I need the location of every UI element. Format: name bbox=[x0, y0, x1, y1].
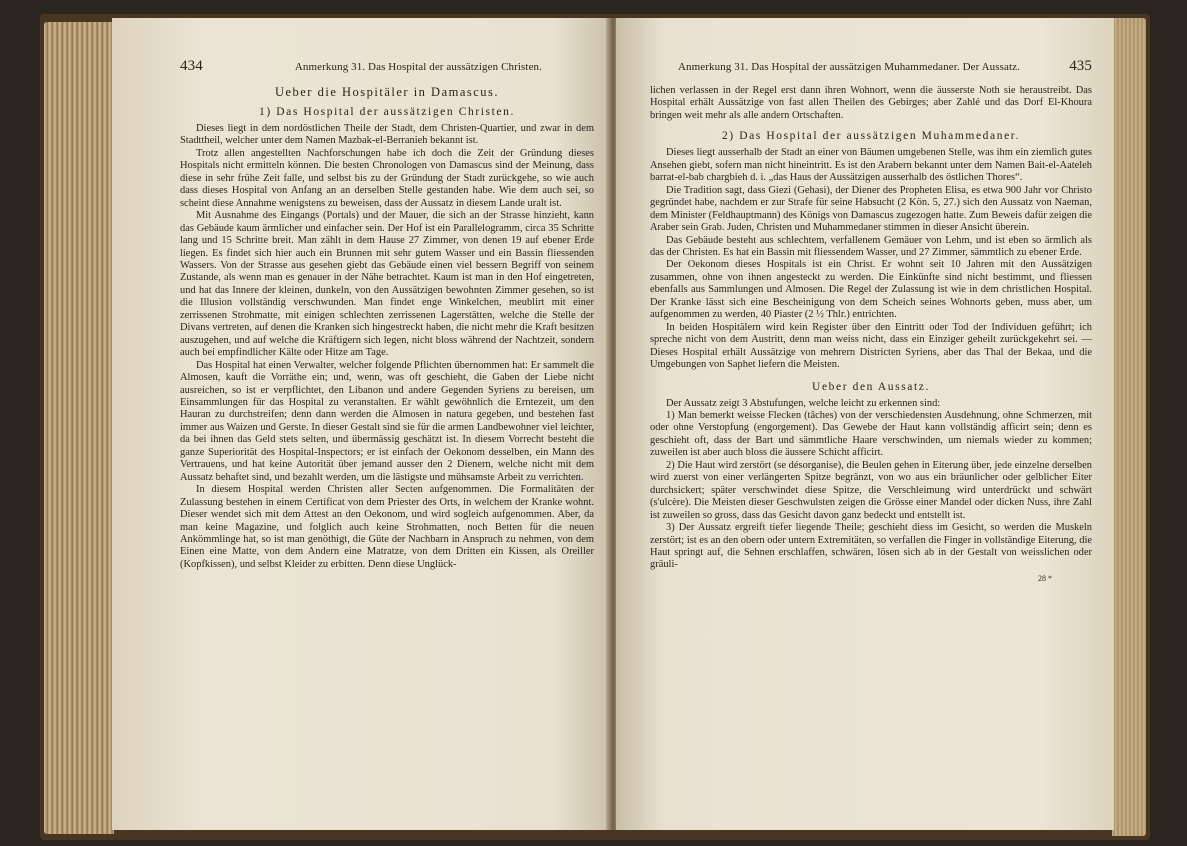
paragraph: 2) Die Haut wird zerstört (se désorganise), die Beulen gehen in Eiterung über, jede einzelne derselben wird zuerst von einer verlängerten Spitze begränzt, von wo aus ein bräunlicher oder gelblicher Eiter durchsickert; später verschwindet diese Spitze, die Verschleimung wird unterdrückt und schwärt (s'ulcère). Die Meisten dieser Geschwulsten zeigen die Grösse einer Mandel oder dicken Nuss, ihre Zahl ist zuweilen so gross, dass das Gesicht davon ganz bedeckt und entstellt ist. bbox=[650, 459, 1092, 521]
paragraph: Das Gebäude besteht aus schlechtem, verfallenem Gemäuer von Lehm, und ist eben so ärmlich als das der Christen. Es hat ein Bassin mit fliessendem Wasser, und 27 Zimmer, sämmtlich zu ebener Erde. bbox=[650, 234, 1092, 258]
running-head-right bbox=[650, 58, 1092, 75]
paragraph: Dieses liegt ausserhalb der Stadt an einer von Bäumen umgebenen Stelle, was ihm ein ziemlich gutes Ansehen giebt, sofern man nicht hineintritt. Es ist den Arabern bekannt unter dem Namen Bait-el-Aateleh barrat-el-bab chargbieh d. i. „das Haus der Aussätzigen ausserhalb des östlichen Thores“. bbox=[650, 147, 1092, 184]
paragraph: In beiden Hospitälern wird kein Register über den Eintritt oder Tod der Individuen geführt; ich spreche nicht von dem Austritt, denn man weiss nicht, dass ein Einziger geheilt zurückgekehrt sei. — Dieses Hospital erhält Aussätzige von mehrern Districten Syriens, aber das Thal der Bekaa, und die Umgebungen von Saphet liefern die Meisten. bbox=[650, 321, 1092, 371]
section-heading-christians: 1) Das Hospital der aussätzigen Christen. bbox=[259, 106, 515, 118]
paragraph: Der Oekonom dieses Hospitals ist ein Christ. Er wohnt seit 10 Jahren mit den Aussätzigen zusammen, ohne von ihnen angesteckt zu werden. Die Einkünfte sind nicht bestimmt, und fliessen ebenfalls aus Sammlungen und Almosen. Die Regel der Zulassung ist wie in dem christlichen Hospital. Der Kranke lässt sich eine Bescheinigung von dem Scheich seines Wohnorts geben, muss aber, um aufgenommen zu werden, 40 Piaster (2 ½ Thlr.) entrichten. bbox=[650, 259, 1092, 321]
paragraph: In diesem Hospital werden Christen aller Secten aufgenommen. Die Formalitäten der Zulassung bestehen in einem Certificat von dem Priester des Orts, in welchem der Kranke wohnt. Dieser wendet sich mit dem Attest an den Oekonom, und wird sogleich aufgenommen. Aber, da man keine Magazine, und folglich auch keine Strohmatten, noch Betten für die neuen Ankömmlinge hat, so ist man genöthigt, die Güte der Nachbarn in Anspruch zu nehmen, von dem Einen eine Matte, von dem Andern eine Matratze, von dem Dritten ein Kissen, als Oreiller (Kopfkissen), und selbst Kleider zu erbitten. Denn diese Unglück- bbox=[180, 484, 594, 570]
paragraph: Dieses liegt in dem nordöstlichen Theile der Stadt, dem Christen-Quartier, und zwar in dem Stadttheil, welcher unter dem Namen Mazbak-el-Berranieh bekannt ist. bbox=[180, 123, 594, 147]
paragraph: Mit Ausnahme des Eingangs (Portals) und der Mauer, die sich an der Strasse hinzieht, kann das Gebäude kaum ärmlicher und einfacher sein. Der Hof ist ein Parallelogramm, circa 35 Schritte lang und 15 Schritte breit. Man zählt in dem Hause 27 Zimmer, von denen 19 auf ebener Erde liegen. Es findet sich hier auch ein Brunnen mit sehr gutem Wasser und ein Bassin fliessenden Wassers. Von der Strasse aus gesehen giebt das Gebäude einen viel bessern Begriff von seinem Zustande, als wenn man es genauer in der Nähe betrachtet. Kaum ist man in den Hof eingetreten, und hat das Innere der kleinen, dunkeln, von den Aussätzigen bewohnten Zimmer gesehen, so ist die Illusion vollständig verschwunden. Man findet enge Winkelchen, meublirt mit einer zerrissenen Strohmatte, mit einigen schlechten zerrissenen Lagerstätten, welche die Stelle der Divans vertreten, auf denen die Kranken sich hingestreckt haben, die nicht mehr die Kraft besitzen auszugehen, und auf welche die Kräftigern sich legen, nicht bloss während der Nachtzeit, sondern auch bei empfindlicher Kälte oder Hitze am Tage. bbox=[180, 210, 594, 359]
running-head-left bbox=[180, 58, 594, 75]
paragraph: Trotz allen angestellten Nachforschungen habe ich doch die Zeit der Gründung dieses Hospitals nicht ermitteln können. Die besten Chronologen von Damascus sind der Meinung, dass diese in sehr frühe Zeit falle, und selbst bis zu der Gründung der Stadt zurückgehe, so wie auch dass dieses Hospital von Anfang an an derselben Stelle gestanden habe. Wie dem auch sei, so scheint diese Annahme wenigstens zu beweisen, dass der Aussatz in diesem Lande uralt ist. bbox=[180, 147, 594, 209]
running-head-text-right: Anmerkung 31. Das Hospital der aussätzigen Muhammedaner. Der Aussatz. bbox=[678, 61, 1021, 73]
page-edges-left bbox=[44, 22, 114, 834]
left-page bbox=[112, 18, 612, 830]
printer-signature: 28 * bbox=[1038, 573, 1052, 583]
right-page bbox=[616, 18, 1114, 830]
paragraph: Die Tradition sagt, dass Giezi (Gehasi), der Diener des Propheten Elisa, es etwa 900 Jahr vor Christo gegründet habe, nachdem er zur Strafe für seine Habsucht (2 Kön. 5, 27.) sich den Aussatz von Naeman, dem Minister (Feldhauptmann) des Königs von Damascus zugezogen hatte. Zum Beweis dafür zeigen die Araber sein Grab. Juden, Christen und Muhammedaner stimmen in dieser Ansicht überein. bbox=[650, 184, 1092, 234]
page-number-left: 434 bbox=[180, 58, 203, 74]
paragraph: 1) Man bemerkt weisse Flecken (tâches) von der verschiedensten Ausdehnung, ohne Schmerzen, mit oder ohne Verstopfung (engorgement). Das Gewebe der Haut kann vollständig afficirt sein; denn es geschieht oft, dass der Bart und sämmtliche Haare verschwinden, um niemals wieder zu kommen; zuweilen ist aber auch bloss die äussere Schicht afficirt. bbox=[650, 409, 1092, 459]
paragraph: 3) Der Aussatz ergreift tiefer liegende Theile; geschieht diess im Gesicht, so werden die Muskeln zerstört; ist es an den obern oder untern Extremitäten, so verfallen die Finger in vollständige Eiterung, die Haut springt auf, die Sehnen erschlaffen, schwären, lösen sich ab in der Gestalt von weisslichen oder gräuli- bbox=[650, 522, 1092, 571]
page-edges-right bbox=[1112, 18, 1146, 836]
paragraph-continued: lichen verlassen in der Regel erst dann ihren Wohnort, wenn die äusserste Noth sie heraustreibt. Das Hospital erhält Aussätzige von fast allen Theilen des Gebirges; aber Zahlé und das Dorf El-Khoura bringen weit mehr als alle andern Ortschaften. bbox=[650, 85, 1092, 121]
running-head-text-left: Anmerkung 31. Das Hospital der aussätzigen Christen. bbox=[294, 61, 542, 73]
page-number-right: 435 bbox=[1069, 58, 1092, 74]
paragraph: Das Hospital hat einen Verwalter, welcher folgende Pflichten übernommen hat: Er sammelt die Almosen, kauft die Vorräthe ein; und, wenn, was oft geschieht, die Gaben der Liebe nicht ausreichen, so ist er verpflichtet, den Libanon und andere Gegenden Syriens zu bereisen, um Einsammlungen für das Hospital zu veranstalten. Er wählt gewöhnlich die Erntezeit, um den Hauran zu durchstreifen; denn dann werden die Almosen in natura gegeben, und bestehen fast immer aus Waizen und Gerste. In dieser Gestalt sind sie für die armen Landbewohner viel leichter, da bei ihnen das Geld stets selten, und übermässig geschätzt ist. In diesem Vorrecht besteht die ganze Superiorität des Hospital-Inspectors; er ist einfach der Oekonom desselben, ein Mann des Vertrauens, und hat keine Autorität über jemand ausser den 2 Dienern, welche nicht mit dem Aussatz behaftet sind, und bezahlt werden, um die lästigste und mühsamste Arbeit zu verrichten. bbox=[180, 359, 594, 483]
section-heading-leprosy: Ueber den Aussatz. bbox=[812, 380, 930, 393]
paragraph: Der Aussatz zeigt 3 Abstufungen, welche leicht zu erkennen sind: bbox=[666, 397, 941, 409]
chapter-title: Ueber die Hospitäler in Damascus. bbox=[274, 85, 500, 99]
section-heading-muslims: 2) Das Hospital der aussätzigen Muhammedaner. bbox=[721, 130, 1021, 143]
